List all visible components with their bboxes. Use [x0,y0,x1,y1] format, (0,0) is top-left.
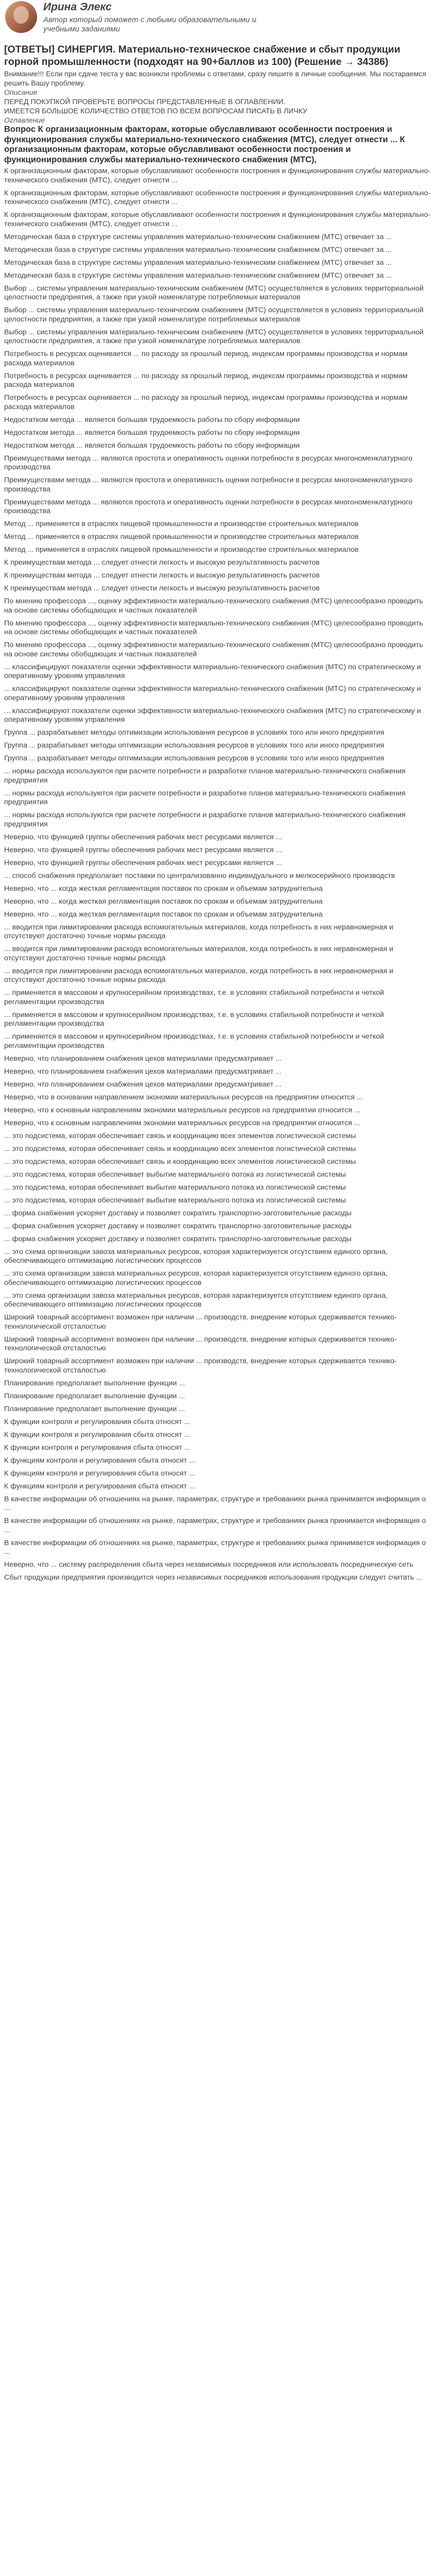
answer-item: ... применяется в массовом и крупносерийном производствах, т.е. в условиях стабильной потребности и четкой регламентации производства [4,1032,384,1050]
answer-item: ... это подсистема, которая обеспечивает выбытие материального потока из логистической системы [4,1170,346,1179]
answer-item: По мнению профессора ..., оценку эффективности материально-технического снабжения (МТС) целесообразно проводить на основе системы обобщающих и частных показателей [4,619,423,636]
answer-item: Неверно, что ... систему распределения сбыта через независимых посредников или использовать посредническую сеть [4,1561,413,1569]
answer-item: К функциям контроля и регулирования сбыта относят ... [4,1469,195,1478]
answer-item: ... это подсистема, которая обеспечивает связь и координацию всех элементов логистической системы [4,1131,356,1140]
answer-item: Недостатком метода ... является большая трудоемкость работы по сбору информации [4,415,300,424]
author-header [0,0,436,43]
answer-item: Метод ... применяется в отраслях пищевой промышленности и производстве строительных материалов [4,520,359,528]
answer-item: Неверно, что ... когда жесткая регламентация поставок по срокам и объемам затруднительна [4,884,323,893]
answer-item: ... применяется в массовом и крупносерийном производствах, т.е. в условиях стабильной потребности и четкой регламентации производства [4,989,384,1006]
author-name[interactable]: Ирина Элекс [43,1,112,13]
description-text-2: ИМЕЕТСЯ БОЛЬШОЕ КОЛИЧЕСТВО ОТВЕТОВ ПО ВСЕМ ВОПРОСАМ ПИСАТЬ В ЛИЧКУ [4,107,307,115]
answer-item: ... применяется в массовом и крупносерийном производствах, т.е. в условиях стабильной потребности и четкой регламентации производства [4,1010,384,1028]
answer-item: Преимуществами метода ... являются простота и оперативность оценки потребности в ресурсах многономенклатурного производства [4,454,413,471]
answer-item: Потребность в ресурсах оценивается ... по расходу за прошлый период, индексам программы производства и нормам расхода материалов [4,394,408,411]
answer-item: Сбыт продукции предприятия производится через независимых посредников использования продукции следует считать ... [4,1573,423,1582]
answer-item: Планирование предполагает выполнение функции ... [4,1404,185,1413]
description-label: Описание [4,88,38,96]
answer-item: Группа ... разрабатывает методы оптимизации использования ресурсов в условиях того или иного предприятия [4,728,385,737]
answer-item: К преимуществам метода ... следует отнести легкость и высокую результативность расчетов [4,571,320,580]
answer-item: К преимуществам метода ... следует отнести легкость и высокую результативность расчетов [4,558,320,567]
answer-item: Широкий товарный ассортимент возможен при наличии ... производств, внедрение которых сдерживается технико-технологической отсталостью [4,1313,397,1331]
answer-item: ... классифицируют показатели оценки эффективности материально-технического снабжения (МТС) по стратегическому и оперативному уровням управления [4,706,421,724]
answer-item: Неверно, что планированием снабжения цехов материалами предусматривает ... [4,1080,282,1089]
answer-item: ... вводится при лимитировании расхода вспомогательных материалов, когда потребность в них неравномерная и отсутствуют достаточно точные нормы расхода [4,923,393,940]
content [0,43,436,1583]
answer-item: Выбор ... системы управления материально-техническим снабжением (МТС) осуществляется в условиях территориальной целостности предприятия, а также при узкой номенклатуре потребляемых материалов [4,306,424,324]
answer-item: К функциям контроля и регулирования сбыта относят ... [4,1482,195,1490]
answer-item: ... вводится при лимитировании расхода вспомогательных материалов, когда потребность в них неравномерная и отсутствуют достаточно точные нормы расхода [4,945,393,962]
answer-item: К функции контроля и регулирования сбыта относят ... [4,1443,190,1452]
answer-item: К организационным факторам, которые обуславливают особенности построения и функционирования службы материально-технического снабжения (МТС), следует отнести ... [4,211,431,228]
answer-item: Планирование предполагает выполнение функции ... [4,1379,185,1387]
answer-item: Выбор ... системы управления материально-техническим снабжением (МТС) осуществляется в условиях территориальной целостности предприятия, а также при узкой номенклатуре потребляемых материалов [4,284,424,301]
answer-item: ... форма снабжения ускоряет доставку и позволяет сократить транспортно-заготовительные расходы [4,1209,352,1217]
answer-item: Недостатком метода ... является большая трудоемкость работы по сбору информации [4,428,300,437]
answer-item: К организационным факторам, которые обуславливают особенности построения и функционирования службы материально-технического снабжения (МТС), следует отнести ... [4,167,431,184]
answer-item: Метод ... применяется в отраслях пищевой промышленности и производстве строительных материалов [4,533,359,541]
answer-item: ... нормы расхода используются при расчете потребности и разработке планов материально-технического снабжения предприятия [4,767,406,785]
answer-item: Недостатком метода ... является большая трудоемкость работы по сбору информации [4,441,300,450]
answer-item: ... это схема организации завоза материальных ресурсов, которая характеризуется отсутствием единого органа, обеспечивающего оптимизацию логистических процессов [4,1247,388,1265]
answer-item: ... способ снабжения предполагает поставки по централизованно индивидуального и мелкосерийного производств [4,871,395,880]
answer-item: Методическая база в структуре системы управления материально-техническим снабжением (МТС) отвечает за ... [4,271,392,280]
answer-item: Неверно, что функцией группы обеспечения рабочих мест ресурсами является ... [4,858,282,867]
answer-item: Группа ... разрабатывает методы оптимизации использования ресурсов в условиях того или иного предприятия [4,754,385,762]
answer-item: ... нормы расхода используются при расчете потребности и разработке планов материально-технического снабжения предприятия [4,789,406,806]
answer-item: К функции контроля и регулирования сбыта относят ... [4,1430,190,1439]
answer-item: Выбор ... системы управления материально-техническим снабжением (МТС) осуществляется в условиях территориальной целостности предприятия, а также при узкой номенклатуре потребляемых материалов [4,328,424,345]
answer-item: По мнению профессора ..., оценку эффективности материально-технического снабжения (МТС) целесообразно проводить на основе системы обобщающих и частных показателей [4,641,423,658]
answer-item: В качестве информации об отношениях на рынке, параметрах, структуре и требованиях рынка принимается информация о ... [4,1517,426,1534]
answer-item: ... это подсистема, которая обеспечивает связь и координацию всех элементов логистической системы [4,1157,356,1166]
answer-item: Неверно, что функцией группы обеспечения рабочих мест ресурсами является ... [4,833,282,841]
question-heading: Вопрос К организационным факторам, которые обуславливают особенности построения и функционирования службы материально-технического снабжения (МТС), следует отнести ... К организационным факторам, которые обуславливают особенности построения и функционирования службы материально-технического снабжения (МТС), [4,125,405,164]
contents-label: Оглавление [4,116,45,124]
answer-item: Планирование предполагает выполнение функции ... [4,1392,185,1400]
answer-item: К преимуществам метода ... следует отнести легкость и высокую результативность расчетов [4,584,320,592]
answer-item: ... это схема организации завоза материальных ресурсов, которая характеризуется отсутствием единого органа, обеспечивающего оптимизацию логистических процессов [4,1291,388,1309]
description-text: ПЕРЕД ПОКУПКОЙ ПРОВЕРЬТЕ ВОПРОСЫ ПРЕДСТАВЛЕННЫЕ В ОГЛАВЛЕНИИ. [4,97,286,106]
answer-item: В качестве информации об отношениях на рынке, параметрах, структуре и требованиях рынка принимается информация о ... [4,1495,426,1512]
answer-item: К функциям контроля и регулирования сбыта относят ... [4,1456,195,1465]
answer-item: ... это подсистема, которая обеспечивает связь и координацию всех элементов логистической системы [4,1144,356,1153]
answer-item: К организационным факторам, которые обуславливают особенности построения и функционирования службы материально-технического снабжения (МТС), следует отнести ... [4,189,431,206]
answer-item: Неверно, что планированием снабжения цехов материалами предусматривает ... [4,1054,282,1063]
page-title: [ОТВЕТЫ] СИНЕРГИЯ. Материально-техническое снабжение и сбыт продукции горной промышленности (подходят на 90+баллов из 100) (Решение → 34386) [4,44,400,67]
answer-item: Неверно, что к основным направлениям экономии материальных ресурсов на предприятии относится ... [4,1106,360,1114]
answer-item: ... это схема организации завоза материальных ресурсов, которая характеризуется отсутствием единого органа, обеспечивающего оптимизацию логистических процессов [4,1269,388,1287]
answer-item: ... форма снабжения ускоряет доставку и позволяет сократить транспортно-заготовительные расходы [4,1234,352,1243]
answers-list [4,167,432,1583]
answer-item: Группа ... разрабатывает методы оптимизации использования ресурсов в условиях того или иного предприятия [4,741,385,750]
answer-item: Неверно, что планированием снабжения цехов материалами предусматривает ... [4,1067,282,1076]
author-info [43,0,265,34]
attention-notice: Внимание!!! Если при сдаче теста у вас возникли проблемы с ответами, сразу пишите в личные сообщения. Мы постараемся решить Вашу проблему. [4,70,426,87]
answer-item: Преимуществами метода ... являются простота и оперативность оценки потребности в ресурсах многономенклатурного производства [4,498,413,515]
answer-item: По мнению профессора ..., оценку эффективности материально-технического снабжения (МТС) целесообразно проводить на основе системы обобщающих и частных показателей [4,597,423,615]
answer-item: Потребность в ресурсах оценивается ... по расходу за прошлый период, индексам программы производства и нормам расхода материалов [4,350,408,367]
answer-item: ... форма снабжения ускоряет доставку и позволяет сократить транспортно-заготовительные расходы [4,1222,352,1230]
answer-item: ... это подсистема, которая обеспечивает выбытие материального потока из логистической системы [4,1196,346,1205]
answer-item: Методическая база в структуре системы управления материально-техническим снабжением (МТС) отвечает за ... [4,232,392,241]
answer-item: ... классифицируют показатели оценки эффективности материально-технического снабжения (МТС) по стратегическому и оперативному уровням управления [4,685,421,702]
answer-item: К функции контроля и регулирования сбыта относят ... [4,1417,190,1426]
answer-item: Неверно, что ... когда жесткая регламентация поставок по срокам и объемам затруднительна [4,897,323,906]
answer-item: Метод ... применяется в отраслях пищевой промышленности и производстве строительных материалов [4,546,359,554]
answer-item: Методическая база в структуре системы управления материально-техническим снабжением (МТС) отвечает за ... [4,245,392,254]
answer-item: Преимуществами метода ... являются простота и оперативность оценки потребности в ресурсах многономенклатурного производства [4,476,413,494]
answer-item: Потребность в ресурсах оценивается ... по расходу за прошлый период, индексам программы производства и нормам расхода материалов [4,371,408,389]
answer-item: В качестве информации об отношениях на рынке, параметрах, структуре и требованиях рынка принимается информация о ... [4,1538,426,1556]
avatar[interactable] [5,1,37,33]
answer-item: Неверно, что в основании направлением экономии материальных ресурсов на предприятии относится ... [4,1093,363,1101]
answer-item: Неверно, что ... когда жесткая регламентация поставок по срокам и объемам затруднительна [4,910,323,919]
answer-item: ... вводится при лимитировании расхода вспомогательных материалов, когда потребность в них неравномерная и отсутствуют достаточно точные нормы расхода [4,967,393,984]
answer-item: Неверно, что к основным направлениям экономии материальных ресурсов на предприятии относится ... [4,1118,360,1127]
answer-item: Широкий товарный ассортимент возможен при наличии ... производств, внедрение которых сдерживается технико-технологической отсталостью [4,1357,397,1375]
answer-item: Широкий товарный ассортимент возможен при наличии ... производств, внедрение которых сдерживается технико-технологической отсталостью [4,1335,397,1352]
answer-item: Неверно, что функцией группы обеспечения рабочих мест ресурсами является ... [4,845,282,854]
author-description: Автор который поможет с любыми образовательными и учебными заданиями [43,15,256,33]
answer-item: Методическая база в структуре системы управления материально-техническим снабжением (МТС) отвечает за ... [4,258,392,267]
answer-item: ... это подсистема, которая обеспечивает выбытие материального потока из логистической системы [4,1183,346,1192]
answer-item: ... классифицируют показатели оценки эффективности материально-технического снабжения (МТС) по стратегическому и оперативному уровням управления [4,663,421,680]
answer-item: ... нормы расхода используются при расчете потребности и разработке планов материально-технического снабжения предприятия [4,811,406,828]
